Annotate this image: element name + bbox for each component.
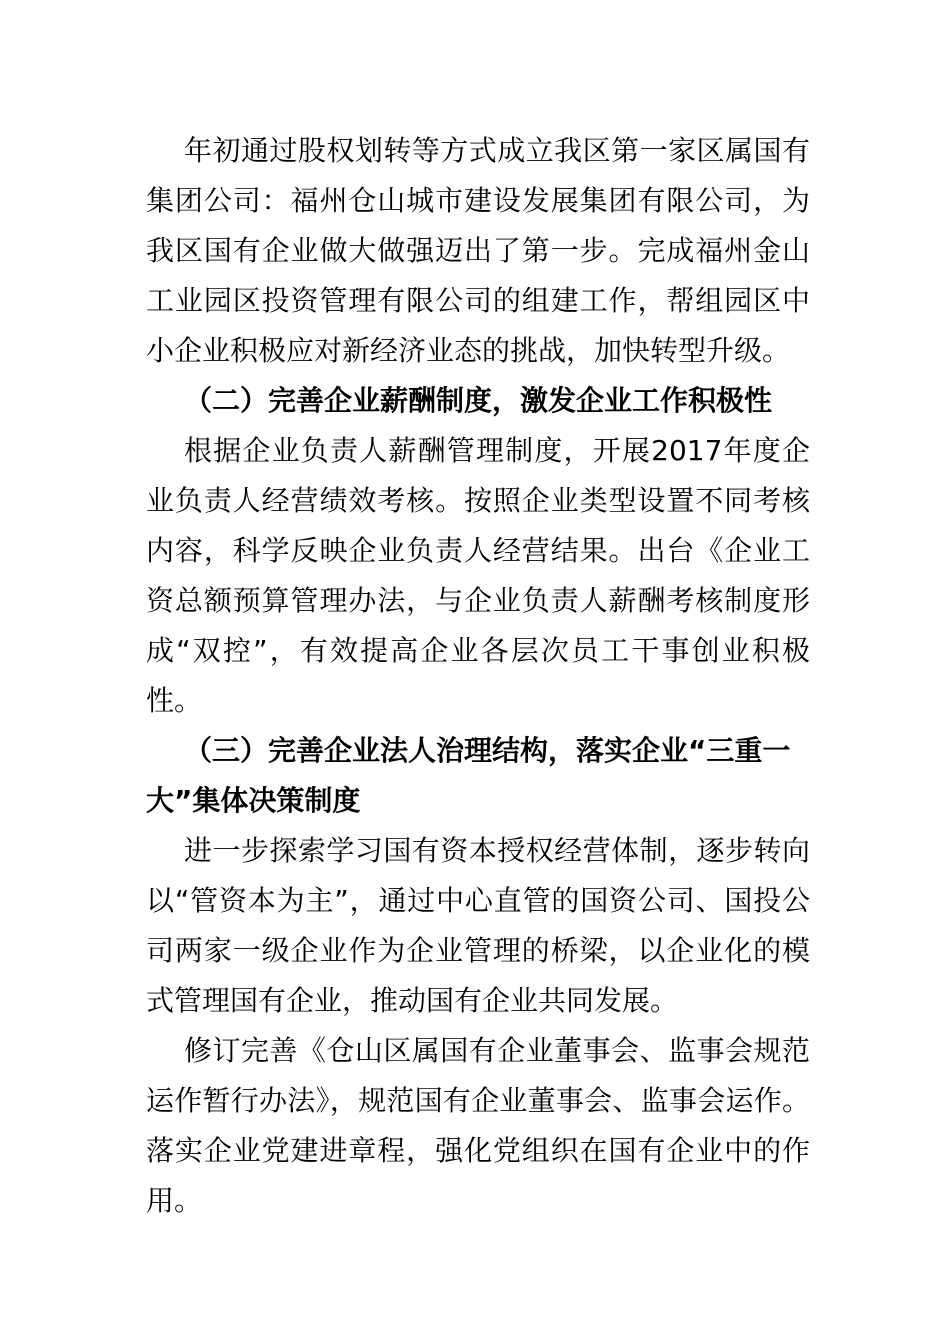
document-body <box>146 126 810 1226</box>
section-heading-salary-system: （二）完善企业薪酬制度，激发企业工作积极性 <box>184 384 773 417</box>
paragraph-board-regulation: 修订完善《仓山区属国有企业董事会、监事会规范运作暂行办法》，规范国有企业董事会、监事会运作。落实企业党建进章程，强化党组织在国有企业中的作用。 <box>146 1034 810 1217</box>
section-heading-governance-structure: （三）完善企业法人治理结构，落实企业“三重一大”集体决策制度 <box>146 734 791 817</box>
paragraph-salary-assessment: 根据企业负责人薪酬管理制度，开展2017年度企业负责人经营绩效考核。按照企业类型设置不同考核内容，科学反映企业负责人经营结果。出台《企业工资总额预算管理办法，与企业负责人薪酬考核制度形成“双控”，有效提高企业各层次员工干事创业积极性。 <box>146 434 810 717</box>
paragraph-capital-management: 进一步探索学习国有资本授权经营体制，逐步转向以“管资本为主”，通过中心直管的国资公司、国投公司两家一级企业作为企业管理的桥梁，以企业化的模式管理国有企业，推动国有企业共同发展。 <box>146 834 810 1017</box>
paragraph-group-restructuring: 年初通过股权划转等方式成立我区第一家区属国有集团公司：福州仓山城市建设发展集团有限公司，为我区国有企业做大做强迈出了第一步。完成福州金山工业园区投资管理有限公司的组建工作，帮组园区中小企业积极应对新经济业态的挑战，加快转型升级。 <box>146 134 810 367</box>
